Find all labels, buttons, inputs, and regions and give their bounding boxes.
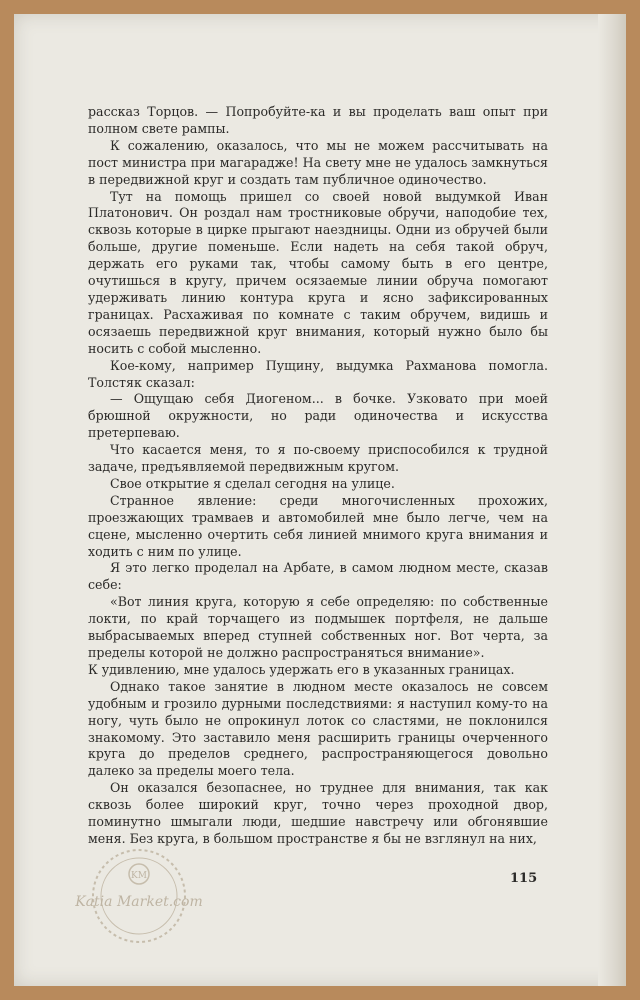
paragraph: Однако такое занятие в людном месте оказалось не совсем удобным и грозило дурными последствиями: я наступил кому-то на ногу, чуть было не опрокинул лоток со сластями, не поклонился знакомому. Это заставило меня расширить границы очерченного круга до пределов среднего, распространяющегося довольно далеко за пределы моего тела. [88, 678, 548, 779]
page-edge [598, 14, 626, 986]
paragraph: К удивлению, мне удалось удержать его в указанных границах. [88, 661, 515, 677]
page-number: 115 [510, 871, 538, 886]
paragraph: Тут на помощь пришел со своей новой выдумкой Иван Платонович. Он роздал нам тростниковые обручи, наподобие тех, сквозь которые в цирке прыгают наездницы. Одни из обручей были больше, другие поменьше. Если надеть на себя такой обруч, держать его руками так, чтобы самому быть в его центре, очутишься в кругу, причем осязаемые линии обруча помогают удерживать линию контура круга и ясно зафиксированных границах. Расхаживая по комнате с таким обручем, видишь и осязаешь передвижной круг внимания, который нужно было бы носить с собой мысленно. [88, 188, 548, 356]
paragraph: Кое-кому, например Пущину, выдумка Рахманова помогла. Толстяк сказал: [88, 357, 548, 390]
paragraph: — Ощущаю себя Диогеном... в бочке. Узковато при моей брюшной окружности, но ради одиночества и искусства претерпеваю. [88, 391, 548, 441]
paragraph: Я это легко проделал на Арбате, в самом людном месте, сказав себе: [88, 560, 548, 593]
paragraph: рассказ Торцов. — Попробуйте-ка и вы проделать ваш опыт при полном свете рампы. [88, 104, 548, 136]
paragraph: Странное явление: среди многочисленных прохожих, проезжающих трамваев и автомобилей мне было легче, чем на сцене, мысленно очертить себя линией мнимого круга внимания и ходить с ним по улице. [88, 492, 548, 559]
watermark-text: Katia Market.com [75, 894, 203, 910]
paragraph: Он оказался безопаснее, но труднее для внимания, так как сквозь более широкий круг, точно через проходной двор, поминутно шмыгали люди, шедшие навстречу или обгонявшие меня. Без круга, в большом пространстве я бы не взглянул на них, [88, 780, 548, 846]
paragraph: Что касается меня, то я по-своему приспособился к трудной задаче, предъявляемой передвижным кругом. [88, 442, 548, 475]
paragraph: К сожалению, оказалось, что мы не можем рассчитывать на пост министра при магарадже! На свету мне не удалось замкнуться в передвижной круг и создать там публичное одиночество. [88, 137, 548, 187]
watermark-logo [74, 846, 204, 946]
book-page [14, 14, 626, 986]
body-text [88, 104, 548, 848]
paragraph: «Вот линия круга, которую я себе определяю: по собственные локти, по край торчащего из подмышек портфеля, не дальше выбрасываемых вперед ступней собственных ног. Вот черта, за пределы которой не должно распространяться внимание». [88, 594, 548, 660]
svg-text:KM: KM [131, 871, 147, 881]
paragraph: Свое открытие я сделал сегодня на улице. [110, 475, 395, 491]
